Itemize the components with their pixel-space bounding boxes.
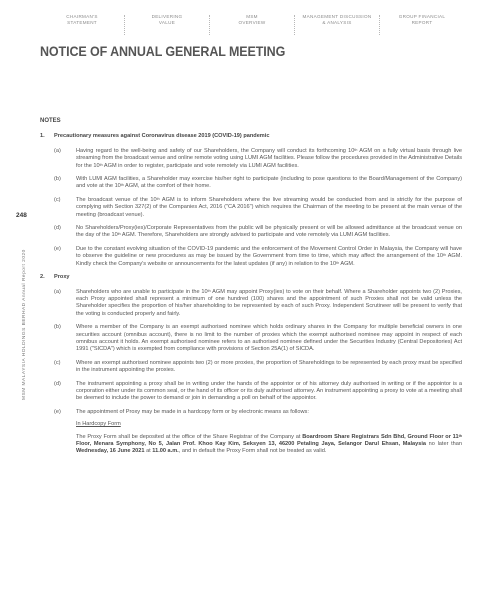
list-item: (a) Shareholders who are unable to participate in the 10th AGM may appoint Proxy(ies) to vote on their behalf. Where a Shareholder appoints two (2) Proxies, each Proxy appointed shall represent a minimum of one hundred (100) shares and the appointment of such Proxies shall not be valid unless the Shareholder specifies the proportion of his/her shareholding to be represented by each of such Proxy. Independent Scrutineer will be present to verify that the voting is conducted properly and fairly.	[54, 288, 462, 317]
section-number: 2.	[40, 274, 45, 281]
list-item: (d) The instrument appointing a proxy shall be in writing under the hands of the appointor or of his attorney duly authorised in writing or if the appointor is a corporation either under its common seal, or the hand of its officer or its duly authorised attorney. An instrument appointing a proxy to vote at a meeting shall be deemed to include the power to demand or join in demanding a poll on behalf of the appointor.	[54, 380, 462, 402]
side-running-header-text: MSM MALAYSIA HOLDINGS BERHAD Annual Report 2020	[22, 249, 27, 400]
hardcopy-heading: In Hardcopy Form	[76, 421, 121, 428]
list-item: (b) Where a member of the Company is an exempt authorised nominee which holds ordinary shares in the Company for multiple beneficial owners in one securities account (omnibus account), there is no limit to the number of proxies which the exempt authorised nominee may appoint in respect of each omnibus account it holds. An exempt authorised nominee refers to an authorised nominee defined under the Securities Industry (Central Depositories) Act 1991 ("SICDA") which is exempted from compliance with provisions of Section 25A(1) of SICDA.	[54, 324, 462, 353]
nav-item-chairmans-statement[interactable]: CHAIRMAN'S STATEMENT	[66, 14, 98, 25]
section-title: Proxy	[54, 274, 70, 281]
nav-item-msm-overview[interactable]: MSM OVERVIEW	[238, 14, 266, 25]
nav-item-delivering-value[interactable]: DELIVERING VALUE	[151, 14, 183, 25]
list-item: (c) The broadcast venue of the 10th AGM is to inform Shareholders where the live streaming would be conducted from and is strictly for the purpose of complying with Section 327(2) of the Companies Act, 2016 ("CA 2016") which requires the Chairman of the meeting to be present at the main venue of the meeting (broadcast venue).	[54, 196, 462, 218]
section-title: Precautionary measures against Coronavirus disease 2019 (COVID-19) pandemic	[54, 133, 270, 140]
section-heading	[40, 133, 462, 140]
hardcopy-paragraph: The Proxy Form shall be deposited at the office of the Share Registrar of the Company at Boardroom Share Registrars Sdn Bhd, Ground Floor or 11th Floor, Menara Symphony, No 5, Jalan Prof. Khoo Kay Kim, Seksyen 13, 46200 Petaling Jaya, Selangor Darul Ehsan, Malaysia no later than Wednesday, 16 June 2021 at 11.00 a.m., and in default the Proxy Form shall not be treated as valid.	[76, 433, 462, 455]
top-navigation	[40, 14, 464, 36]
side-running-header	[22, 249, 32, 405]
list-item: (b) With LUMI AGM facilities, a Shareholder may exercise his/her right to participate (including to pose questions to the Board/Management of the Company) and vote at the 10th AGM, at the comfort of their home.	[54, 176, 462, 190]
list-item: (a) Having regard to the well-being and safety of our Shareholders, the Company will conduct its forthcoming 10th AGM on a fully virtual basis through live streaming from the broadcast venue and online remote voting using LUMI AGM facilities. Please follow the procedures provided in the Administrative Details for the 10th AGM in order to register, participate and vote remotely via LUMI AGM facilities.	[54, 147, 462, 169]
section-heading	[40, 274, 462, 281]
notes-heading: NOTES	[40, 118, 61, 124]
nav-item-management-discussion[interactable]: MANAGEMENT DISCUSSION & ANALYSIS	[302, 14, 372, 25]
page-title: NOTICE OF ANNUAL GENERAL MEETING	[40, 44, 286, 60]
list-item: (c) Where an exempt authorised nominee appoints two (2) or more proxies, the proportion of Shareholdings to be represented by each proxy must be specified in the instrument appointing the proxies.	[54, 359, 462, 374]
page-number: 248	[16, 212, 27, 219]
section-number: 1.	[40, 133, 45, 140]
list-item: (e) The appointment of Proxy may be made in a hardcopy form or by electronic means as follows: In Hardcopy Form The Proxy Form shall be deposited at the office of the Share Registrar of the Company at Boardroom Share Registrars Sdn Bhd, Ground Floor or 11th Floor, Menara Symphony, No 5, Jalan Prof. Khoo Kay Kim, Seksyen 13, 46200 Petaling Jaya, Selangor Darul Ehsan, Malaysia no later than Wednesday, 16 June 2021 at 11.00 a.m., and in default the Proxy Form shall not be treated as valid.	[54, 408, 462, 455]
list-item: (d) No Shareholders/Proxy(ies)/Corporate Representatives from the public will be physically present or will be allowed admittance at the broadcast venue on the day of the 10th AGM. Therefore, Shareholders are strongly advised to participate and vote remotely via LUMI AGM facilities.	[54, 225, 462, 239]
nav-item-group-financial-report[interactable]: GROUP FINANCIAL REPORT	[398, 14, 446, 25]
list-item: (e) Due to the constant evolving situation of the COVID-19 pandemic and the enforcement of the Movement Control Order in Malaysia, the Company will have to observe the guideline or new procedures as may be issued by the Government from time to time, which may affect the arrangement of the 10th AGM. Kindly check the Company's website or announcements for the latest updates (if any) in relation to the 10th AGM.	[54, 245, 462, 267]
notes-content	[40, 118, 462, 462]
